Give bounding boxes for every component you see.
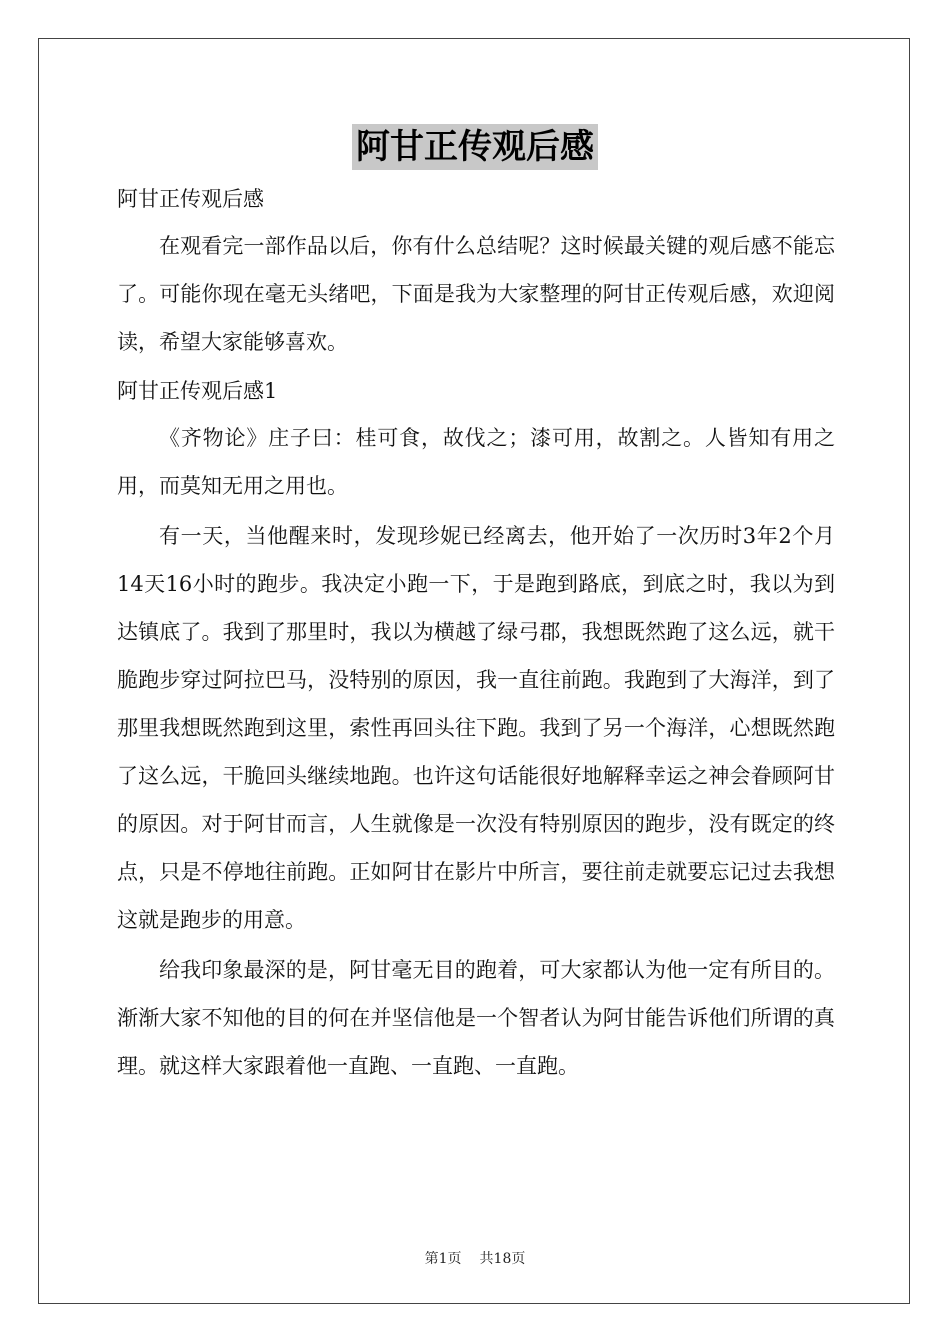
body-paragraph: 《齐物论》庄子曰：桂可食，故伐之；漆可用，故割之。人皆知有用之用，而莫知无用之用也。: [117, 426, 835, 498]
body-paragraph: 给我印象最深的是，阿甘毫无目的跑着，可大家都认为他一定有所目的。渐渐大家不知他的目的何在并坚信他是一个智者认为阿甘能告诉他们所谓的真理。就这样大家跟着他一直跑、一直跑、一直跑。: [117, 958, 835, 1078]
page-footer: [0, 1248, 950, 1268]
document-subtitle: 阿甘正传观后感: [117, 187, 264, 211]
body-paragraph: 有一天，当他醒来时，发现珍妮已经离去，他开始了一次历时3年2个月14天16小时的跑步。我决定小跑一下，于是跑到路底，到底之时，我以为到达镇底了。我到了那里时，我以为横越了绿弓郡，我想既然跑了这么远，就干脆跑步穿过阿拉巴马，没特别的原因，我一直往前跑。我跑到了大海洋，到了那里我想既然跑到这里，索性再回头往下跑。我到了另一个海洋，心想既然跑了这么远，干脆回头继续地跑。也许这句话能很好地解释幸运之神会眷顾阿甘的原因。对于阿甘而言，人生就像是一次没有特别原因的跑步，没有既定的终点，只是不停地往前跑。正如阿甘在影片中所言，要往前走就要忘记过去我想这就是跑步的用意。: [117, 524, 835, 932]
document-title: 阿甘正传观后感: [352, 124, 598, 170]
page-number: 第1页: [424, 1251, 462, 1267]
page-total: 共18页: [479, 1251, 526, 1267]
title-container: [0, 124, 950, 170]
intro-paragraph: 在观看完一部作品以后，你有什么总结呢？这时候最关键的观后感不能忘了。可能你现在毫无头绪吧，下面是我为大家整理的阿甘正传观后感，欢迎阅读，希望大家能够喜欢。: [117, 234, 835, 354]
document-body: [117, 176, 835, 1092]
section-heading: 阿甘正传观后感1: [117, 379, 278, 403]
